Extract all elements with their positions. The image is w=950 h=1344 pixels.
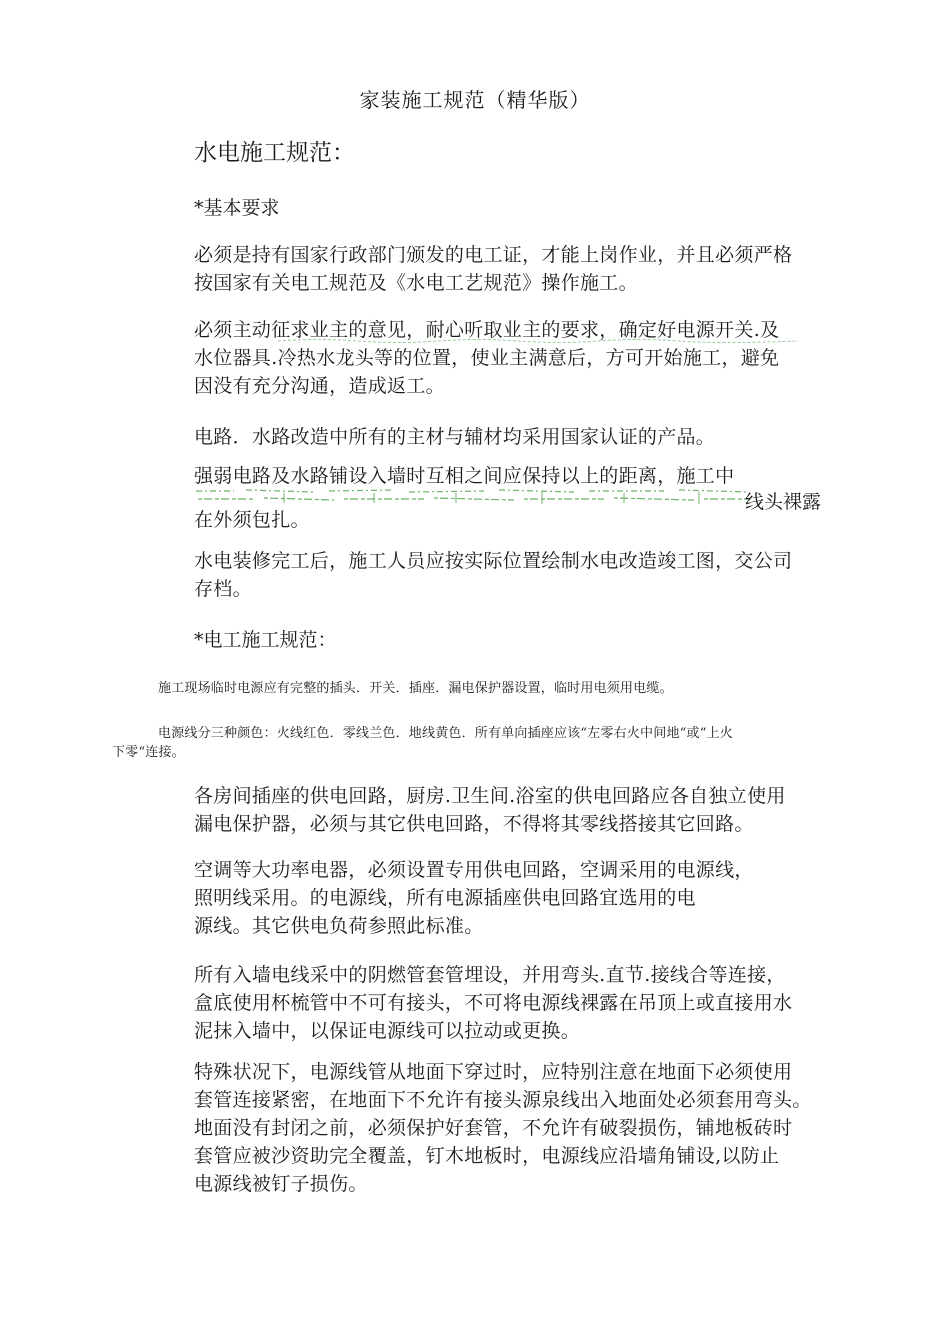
paragraph-independent-circuits bbox=[194, 782, 894, 838]
text-line: 在外须包扎。 bbox=[194, 509, 310, 531]
subsection-electrical-standards: *电工施工规范： bbox=[194, 629, 337, 651]
scan-noise-mark bbox=[278, 338, 798, 344]
document-title: 家装施工规范（精华版） bbox=[359, 88, 591, 112]
text-line: 必须是持有国家行政部门颁发的电工证，才能上岗作业，并且必须严格 bbox=[194, 244, 793, 266]
text-line: 空调等大功率电器，必须设置专用供电回路，空调采用的电源线， bbox=[194, 859, 754, 881]
text-line: 漏电保护器，必须与其它供电回路，不得将其零线搭接其它回路。 bbox=[194, 813, 754, 835]
paragraph-wiring-distance bbox=[194, 462, 894, 490]
paragraph-certified-materials bbox=[194, 423, 894, 451]
text-line: 水位器具.冷热水龙头等的位置，使业主满意后，方可开始施工，避免 bbox=[194, 347, 780, 369]
paragraph-wire-colors bbox=[112, 724, 733, 762]
paragraph-temporary-power bbox=[158, 679, 673, 698]
text-line: 按国家有关电工规范及《水电工艺规范》操作施工。 bbox=[194, 272, 638, 294]
text-line: 所有入墙电线采中的阴燃管套管埋设，并用弯头.直节.接线合等连接， bbox=[194, 964, 786, 986]
text-line-tail: 线头裸露 bbox=[745, 491, 822, 513]
paragraph-as-built-drawing bbox=[194, 547, 894, 603]
text-line: 套管应被沙资助完全覆盖，钉木地板时，电源线应沿墙角铺设,以防止 bbox=[194, 1145, 780, 1167]
section-heading-plumbing-electrical: 水电施工规范： bbox=[194, 140, 355, 166]
text-line: 必须主动征求业主的意见，耐心听取业主的要求，确定好电源开关.及 bbox=[194, 319, 780, 341]
paragraph-wiring-distance-end bbox=[194, 506, 894, 534]
text-line: 特殊状况下，电源线管从地面下穿过时，应特别注意在地面下必须使用 bbox=[194, 1061, 793, 1083]
paragraph-high-power-circuits bbox=[194, 856, 894, 940]
subsection-basic-requirements: *基本要求 bbox=[194, 197, 280, 219]
text-line: 下零“连接。 bbox=[112, 745, 185, 760]
text-line: 地面没有封闭之前，必须保护好套管，不允许有破裂损伤，铺地板砖时 bbox=[194, 1117, 793, 1139]
text-line: 水电装修完工后，施工人员应按实际位置绘制水电改造竣工图，交公司 bbox=[194, 550, 793, 572]
paragraph-underfloor-conduit bbox=[194, 1058, 894, 1198]
text-line: 存档。 bbox=[194, 578, 252, 600]
text-line: 电源线分三种颜色：火线红色．零线兰色．地线黄色．所有单向插座应该“左零右火中间地“或“上火 bbox=[158, 726, 733, 741]
paragraph-owner-consultation bbox=[194, 316, 894, 400]
text-line: 电路．水路改造中所有的主材与辅材均采用国家认证的产品。 bbox=[194, 426, 716, 448]
paragraph-certification bbox=[194, 241, 894, 297]
text-line: 各房间插座的供电回路，厨房.卫生间.浴室的供电回路应各自独立使用 bbox=[194, 785, 786, 807]
paragraph-conduit-installation bbox=[194, 961, 894, 1045]
text-line: 源线。其它供电负荷参照此标准。 bbox=[194, 915, 484, 937]
text-line: 因没有充分沟通，造成返工。 bbox=[194, 375, 445, 397]
text-line: 泥抹入墙中，以保证电源线可以拉动或更换。 bbox=[194, 1020, 581, 1042]
text-line: 施工现场临时电源应有完整的插头．开关．插座．漏电保护器设置，临时用电须用电缆。 bbox=[158, 681, 673, 696]
text-line: 盒底使用杯梳管中不可有接头，不可将电源线裸露在吊顶上或直接用水 bbox=[194, 992, 793, 1014]
text-line: 电源线被钉子损伤。 bbox=[194, 1173, 368, 1195]
text-line: 强弱电路及水路铺设入墙时互相之间应保持以上的距离，施工中 bbox=[194, 465, 735, 487]
text-line: 套管连接紧密，在地面下不允许有接头源泉线出入地面处必须套用弯头。 bbox=[194, 1089, 812, 1111]
text-line: 照明线采用。的电源线，所有电源插座供电回路宜选用的电 bbox=[194, 887, 696, 909]
